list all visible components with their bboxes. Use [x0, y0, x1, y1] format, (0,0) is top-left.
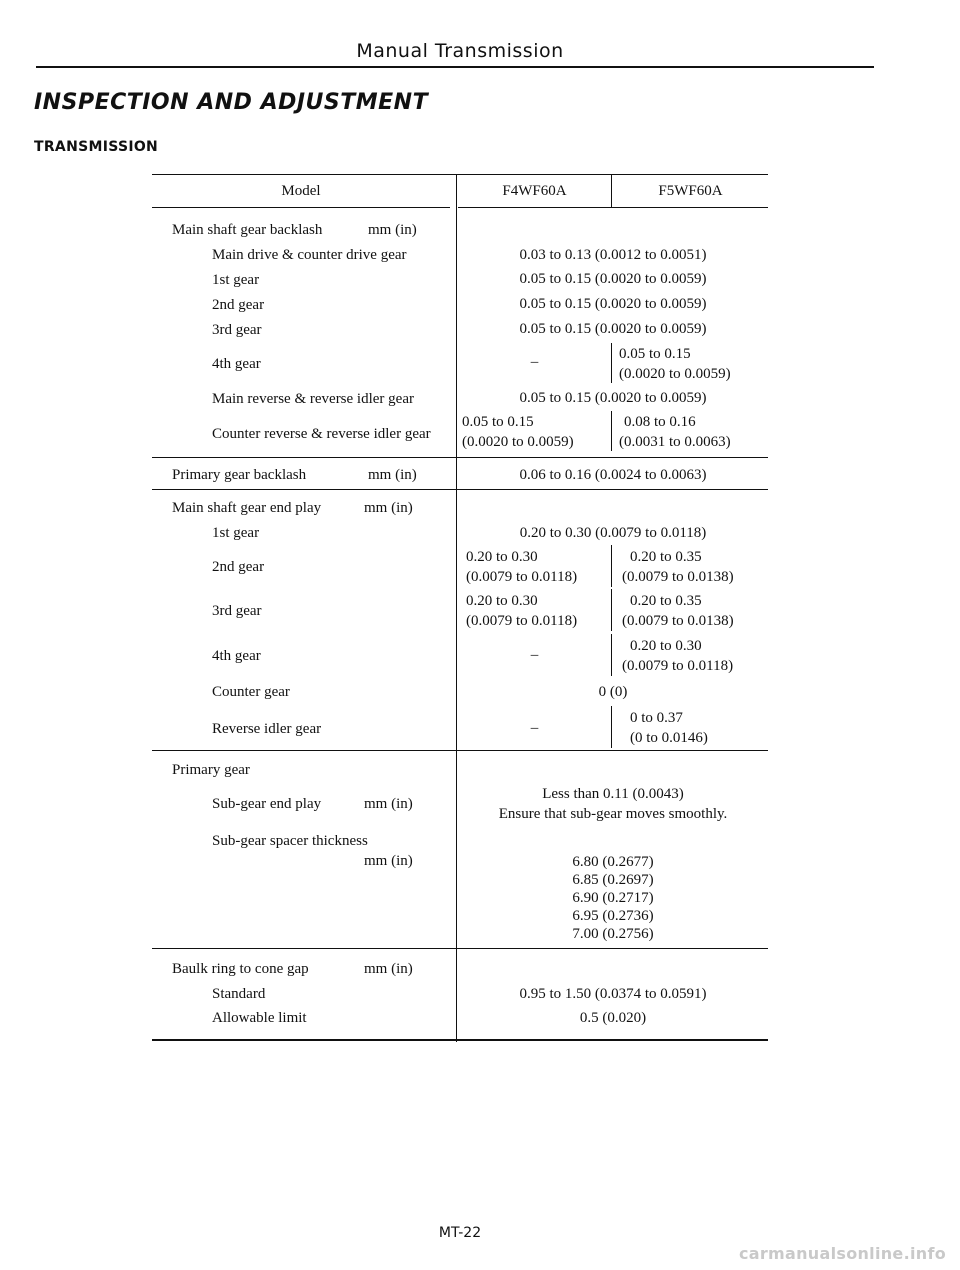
spacer-value: 6.90 (0.2717) — [572, 890, 654, 906]
table-bottom-rule — [152, 1039, 768, 1041]
rule-after-primary-backlash — [152, 489, 768, 490]
backlash-main-reverse-label: Main reverse & reverse idler gear — [212, 391, 414, 407]
baulk-standard-value: 0.95 to 1.50 (0.0374 to 0.0591) — [519, 986, 707, 1002]
spacer-value: 6.80 (0.2677) — [572, 854, 654, 870]
sub-gear-end-play-label: Sub-gear end play — [212, 796, 322, 812]
backlash-4th-divider — [611, 343, 612, 383]
end-play-3rd-label: 3rd gear — [212, 603, 262, 619]
page-number: MT-22 — [438, 1225, 482, 1241]
backlash-counter-reverse-label: Counter reverse & reverse idler gear — [212, 426, 431, 442]
end-play-counter-label: Counter gear — [212, 684, 290, 700]
label-column-divider — [456, 174, 457, 1042]
sub-gear-spacer-label: Sub-gear spacer thickness — [212, 833, 368, 849]
backlash-counter-reverse-f4-line2: (0.0020 to 0.0059) — [462, 434, 574, 450]
backlash-drive-label: Main drive & counter drive gear — [212, 247, 407, 263]
section-title: INSPECTION AND ADJUSTMENT — [34, 90, 429, 115]
model-header-divider — [611, 174, 612, 207]
header-bottom-rule — [458, 207, 768, 208]
rule-after-primary-gear — [152, 948, 768, 949]
end-play-3rd-f4-line2: (0.0079 to 0.0118) — [466, 613, 578, 629]
end-play-4th-f5-line1: 0.20 to 0.30 — [630, 638, 702, 654]
watermark: carmanualsonline.info — [738, 1244, 946, 1263]
baulk-standard-label: Standard — [212, 986, 266, 1002]
end-play-counter-value: 0 (0) — [598, 684, 628, 700]
backlash-counter-reverse-f5-line1: 0.08 to 0.16 — [624, 414, 696, 430]
primary-backlash-label: Primary gear backlash — [172, 467, 307, 483]
end-play-2nd-f5-line2: (0.0079 to 0.0138) — [622, 569, 734, 585]
spacer-value: 6.85 (0.2697) — [572, 872, 654, 888]
backlash-2nd-value: 0.05 to 0.15 (0.0020 to 0.0059) — [519, 296, 707, 312]
rule-after-main-backlash — [152, 457, 768, 458]
end-play-4th-label: 4th gear — [212, 648, 261, 664]
main-backlash-unit: mm (in) — [368, 222, 417, 238]
backlash-counter-reverse-f4-line1: 0.05 to 0.15 — [462, 414, 534, 430]
baulk-limit-value: 0.5 (0.020) — [579, 1010, 647, 1026]
spacer-value: 7.00 (0.2756) — [572, 926, 654, 942]
subsection-title: TRANSMISSION — [34, 139, 159, 155]
sub-gear-end-play-unit: mm (in) — [364, 796, 413, 812]
end-play-1st-label: 1st gear — [212, 525, 260, 541]
backlash-counter-reverse-f5-line2: (0.0031 to 0.0063) — [619, 434, 731, 450]
backlash-4th-f5-line1: 0.05 to 0.15 — [619, 346, 691, 362]
backlash-4th-f4-value: – — [530, 354, 539, 370]
end-play-label: Main shaft gear end play — [172, 500, 322, 516]
running-title: Manual Transmission — [356, 40, 564, 62]
header-rule — [36, 66, 874, 68]
primary-gear-label: Primary gear — [172, 762, 250, 778]
end-play-reverse-idler-f4-value: – — [530, 720, 539, 736]
rule-after-end-play — [152, 750, 768, 751]
backlash-drive-value: 0.03 to 0.13 (0.0012 to 0.0051) — [519, 247, 707, 263]
end-play-2nd-f4-line2: (0.0079 to 0.0118) — [466, 569, 578, 585]
primary-backlash-value: 0.06 to 0.16 (0.0024 to 0.0063) — [519, 467, 707, 483]
sub-gear-spacer-unit: mm (in) — [364, 853, 413, 869]
end-play-3rd-divider — [611, 589, 612, 631]
end-play-reverse-idler-f5-line2: (0 to 0.0146) — [630, 730, 708, 746]
baulk-ring-label: Baulk ring to cone gap — [172, 961, 309, 977]
end-play-reverse-idler-divider — [611, 706, 612, 748]
model-label-rule — [152, 207, 450, 208]
spacer-value: 6.95 (0.2736) — [572, 908, 654, 924]
end-play-4th-f4-value: – — [530, 647, 539, 663]
backlash-4th-f5-line2: (0.0020 to 0.0059) — [619, 366, 731, 382]
end-play-3rd-f4-line1: 0.20 to 0.30 — [466, 593, 538, 609]
backlash-3rd-label: 3rd gear — [212, 322, 262, 338]
backlash-counter-reverse-divider — [611, 411, 612, 451]
model-f4wf60a: F4WF60A — [502, 183, 567, 199]
baulk-ring-unit: mm (in) — [364, 961, 413, 977]
primary-backlash-unit: mm (in) — [368, 467, 417, 483]
end-play-1st-value: 0.20 to 0.30 (0.0079 to 0.0118) — [519, 525, 707, 541]
backlash-1st-value: 0.05 to 0.15 (0.0020 to 0.0059) — [519, 271, 707, 287]
end-play-4th-f5-line2: (0.0079 to 0.0118) — [622, 658, 734, 674]
backlash-1st-label: 1st gear — [212, 272, 260, 288]
main-backlash-label: Main shaft gear backlash — [172, 222, 323, 238]
backlash-main-reverse-value: 0.05 to 0.15 (0.0020 to 0.0059) — [519, 390, 707, 406]
end-play-reverse-idler-label: Reverse idler gear — [212, 721, 322, 737]
end-play-2nd-f4-line1: 0.20 to 0.30 — [466, 549, 538, 565]
backlash-4th-label: 4th gear — [212, 356, 261, 372]
end-play-2nd-divider — [611, 545, 612, 587]
end-play-unit: mm (in) — [364, 500, 413, 516]
end-play-reverse-idler-f5-line1: 0 to 0.37 — [630, 710, 683, 726]
end-play-2nd-label: 2nd gear — [212, 559, 265, 575]
table-top-rule — [152, 174, 768, 175]
backlash-3rd-value: 0.05 to 0.15 (0.0020 to 0.0059) — [519, 321, 707, 337]
backlash-2nd-label: 2nd gear — [212, 297, 265, 313]
baulk-limit-label: Allowable limit — [212, 1010, 307, 1026]
model-f5wf60a: F5WF60A — [658, 183, 723, 199]
end-play-2nd-f5-line1: 0.20 to 0.35 — [630, 549, 702, 565]
sub-gear-end-play-value-line2: Ensure that sub-gear moves smoothly. — [498, 806, 728, 822]
model-label: Model — [281, 183, 321, 199]
end-play-4th-divider — [611, 634, 612, 676]
end-play-3rd-f5-line2: (0.0079 to 0.0138) — [622, 613, 734, 629]
end-play-3rd-f5-line1: 0.20 to 0.35 — [630, 593, 702, 609]
sub-gear-end-play-value-line1: Less than 0.11 (0.0043) — [542, 786, 684, 802]
